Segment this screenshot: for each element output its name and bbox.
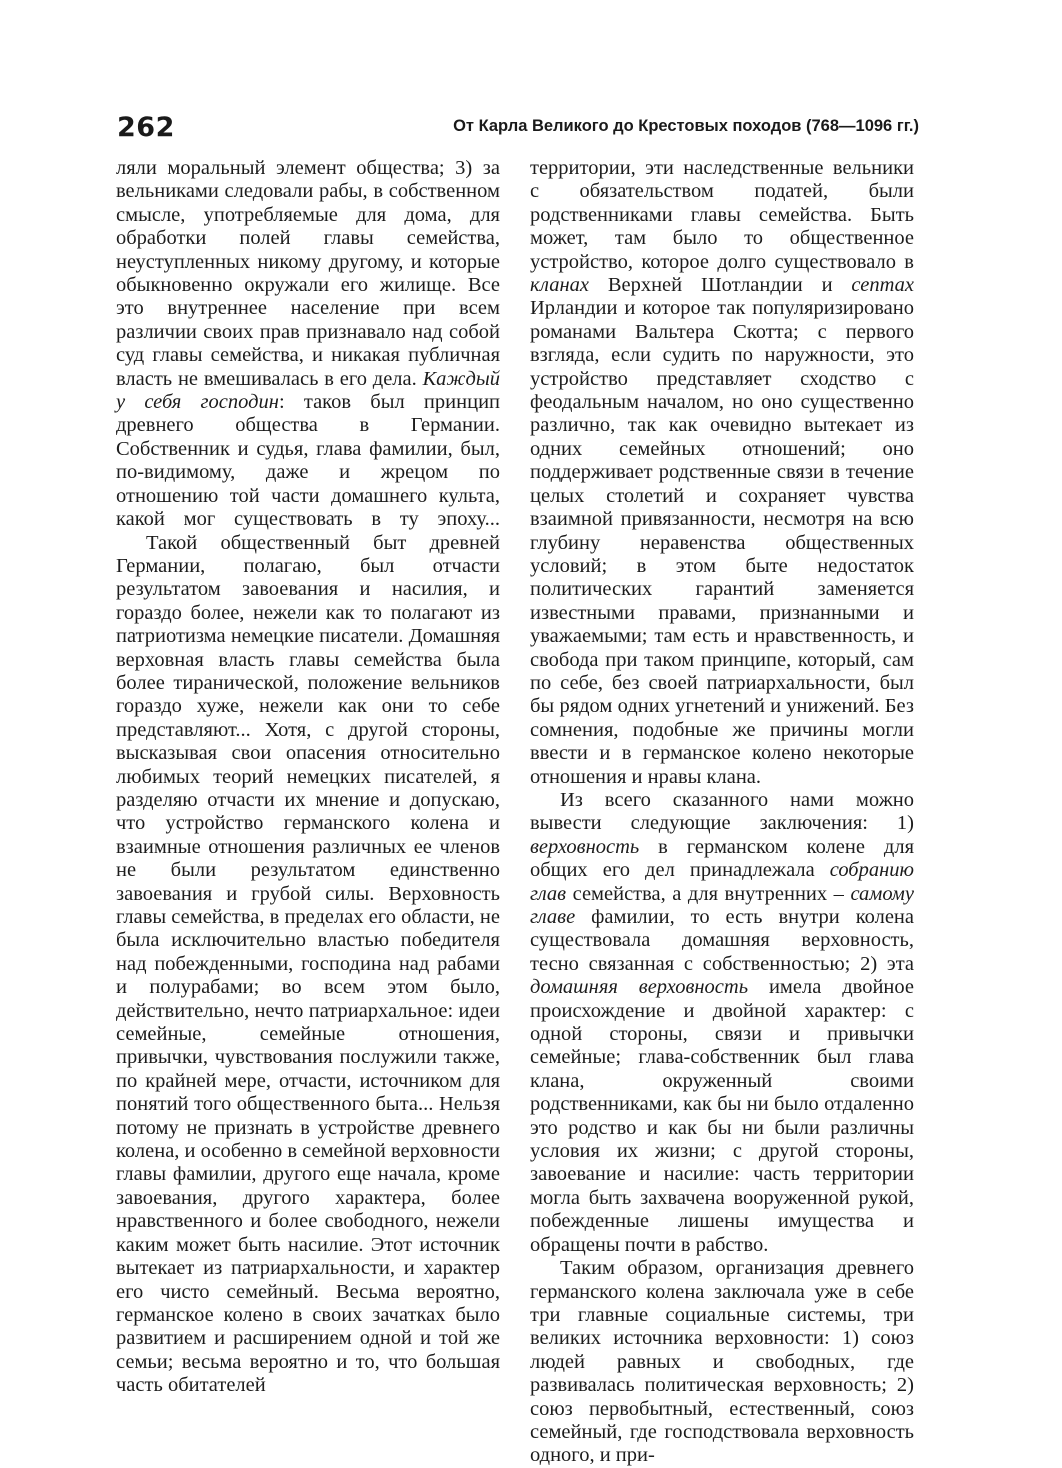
paragraph: Таким образом, организация древнего германского колена заключала уже в себе три главные социальные системы, три великих источника верховности: 1) союз людей равных и свободных, где развивалась политическая верховность; 2) союз первобытный, естественный, союз семейный, где господствовала верховность одного, и при- [530, 1257, 914, 1467]
paragraph: Из всего сказанного нами можно вывести следующие заключения: 1) верховность в германском колене для общих его дел принадлежала собранию глав семейства, а для внутренних – самому главе фамилии, то есть внутри колена существовала домашняя верховность, тесно связанная с собственностью; 2) эта домашняя верховность имела двойное происхождение и двойной характер: с одной стороны, связи и привычки семейные; глава-собственник был глава клана, окруженный своими родственниками, как бы ни было отдаленно это родство и как бы ни были различны условия их жизни; с другой стороны, завоевание и насилие: часть территории могла быть захвачена вооруженной рукой, побежденные лишены имущества и обращены почти в рабство. [530, 788, 914, 1256]
left-text-column [116, 157, 500, 1398]
paragraph: территории, эти наследственные вельники с обязательством податей, были родственниками главы семейства. Быть может, там было то общественное устройство, которое долго существовало в кланах Верхней Шотландии и септах Ирландии и которое так популяризировано романами Вальтера Скотта; с первого взгляда, если судить по наружности, это устройство представляет сходство с феодальным началом, но оно существенно различно, так как очевидно вытекает из одних семейных отношений; оно поддерживает родственные связи в течение целых столетий и сохраняет чувства взаимной привязанности, несмотря на всю глубину неравенства общественных условий; в этом быте недостаток политических гарантий заменяется известными правами, признанными и уважаемыми; там есть и нравственность, и свобода при таком принципе, который, сам по себе, без своей патриархальности, был бы рядом одних угнетений и унижений. Без сомнения, подобные же причины могли ввести и в германское колено некоторые отношения и нравы клана. [530, 157, 914, 788]
right-text-column [530, 157, 914, 1468]
page-number: 262 [117, 112, 175, 143]
running-head: От Карла Великого до Крестовых походов (768—1096 гг.) [453, 117, 919, 135]
paragraph: Такой общественный быт древней Германии, полагаю, был отчасти результатом завоевания и насилия, и гораздо более, нежели как то полагают из патриотизма немецкие писатели. Домашняя верховная власть главы семейства была более тиранической, положение вельников гораздо хуже, нежели как они то себе представляют... Хотя, с другой стороны, высказывая свои опасения относительно любимых теорий немецких писателей, я разделяю отчасти их мнение и допускаю, что устройство германского колена и взаимные отношения различных ее членов не были результатом единственно завоевания и грубой силы. Верховность главы семейства, в пределах его области, не была исключительно властью победителя над побежденными, господина над рабами и полурабами; во всем этом было, действительно, нечто патриархальное: идеи семейные, семейные отношения, привычки, чувствования послужили также, по крайней мере, отчасти, источником для понятий того общественного быта... Нельзя потому не признать в устройстве древнего колена, и особенно в семейной верховности главы фамилии, другого еще начала, кроме завоевания, другого характера, более нравственного и более свободного, нежели каким может быть насилие. Этот источник вытекает из патриархальности, и характер его чисто семейный. Весьма вероятно, германское колено в своих зачатках было развитием и расширением одной и той же семьи; весьма вероятно и то, что большая часть обитателей [116, 531, 501, 1397]
paragraph: ляли моральный элемент общества; 3) за вельниками следовали рабы, в собственном смысле, употребляемые для дома, для обработки полей главы семейства, неуступленных никому другому, и которые обыкновенно окружали его жилище. Все это внутреннее население при всем различии своих прав признавало над собой суд главы семейства, и никакая публичная власть не вмешивалась в его дела. Каждый у себя господин: таков был принцип древнего общества в Германии. Собственник и судья, глава фамилии, был, по-видимому, даже и жрецом по отношению той части домашнего культа, какой мог существовать в ту эпоху... [116, 157, 501, 531]
